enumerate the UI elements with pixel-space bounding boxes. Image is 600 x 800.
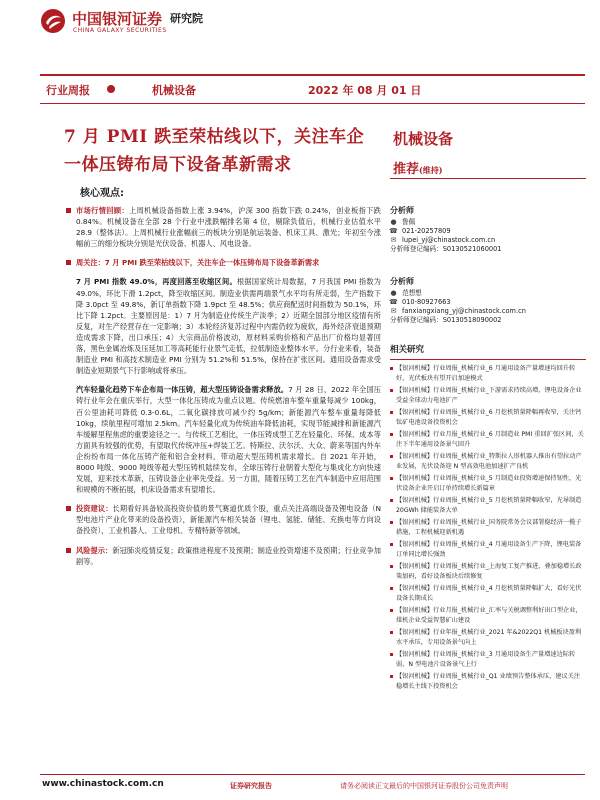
related-item[interactable]: 【银河机械】行业周报_机械行业_上海复工复产推进，叠加稳增长政策加码，看好设备板块后续修复 xyxy=(390,562,586,581)
logo-chinese-name: 中国银河证券 xyxy=(72,10,163,28)
paragraph-pmi xyxy=(46,276,381,376)
analyst-name: 范想想 xyxy=(402,289,422,297)
analyst-email[interactable]: fanxiangxiang_yj@chinastock.com.cn xyxy=(402,307,526,315)
email-icon: ✉ xyxy=(390,307,397,315)
analyst-cert: 分析师登记编码：S0130521060001 xyxy=(390,245,502,253)
pmi-lead: 7 月 PMI 指数 49.0%，再度回落至收缩区间。 xyxy=(76,277,237,287)
report-title-line2: 一体压铸布局下设备革新需求 xyxy=(64,155,292,175)
related-item[interactable]: 【银河机械】行业周报_机械行业_下游需求持续高增，锂电设备企业受益全球动力电池扩产 xyxy=(390,386,586,405)
header-rule-bottom xyxy=(40,103,585,104)
phone-icon: ☎ xyxy=(389,227,398,235)
analyst-email-row xyxy=(390,236,586,245)
footer-disclaimer: 请务必阅读正文最后的中国银河证券股份公司免责声明 xyxy=(340,782,508,790)
analyst-email[interactable]: lupei_yj@chinastock.com.cn xyxy=(402,236,496,244)
rating-sub: (维持) xyxy=(419,165,443,175)
analyst-email-row xyxy=(390,307,586,316)
related-item[interactable]: 【银河机械】行业月报_机械行业_6 月制造业 PMI 重回扩张区间，关注下半年通用设备景气回升 xyxy=(390,430,586,449)
related-item[interactable]: 【银河机械】行业周报_机械行业_6 月挖机销量降幅再收窄，关注钙钛矿电池设备投资机会 xyxy=(390,408,586,427)
analyst-cert-row xyxy=(390,245,586,254)
rating xyxy=(393,158,443,177)
related-item[interactable]: 【银河机械】行业周报_机械行业_6 月通用设备产量增速均回升转好，光伏板块有望开启加速模式 xyxy=(390,364,586,383)
footer-report-label: 证券研究报告 xyxy=(230,782,272,790)
risk-lead: 风险提示： xyxy=(76,545,113,555)
analyst-cert: 分析师登记编码：S0130518090002 xyxy=(390,316,502,324)
related-item[interactable]: 【银河机械】行业周报_机械行业_特斯拉人形机器人推出有望拉动产业发展，光伏设备迎 N 型高效电池加速扩产良机 xyxy=(390,452,586,471)
paragraph-die-casting xyxy=(46,384,381,495)
related-item[interactable]: 【银河机械】行业周报_机械行业_4 月通用设备生产下降，锂电装备订单同比增长强劲 xyxy=(390,540,586,559)
sidebar xyxy=(390,205,586,694)
analyst-name-row xyxy=(390,218,586,227)
brand-logo xyxy=(40,8,260,40)
main-body xyxy=(46,205,381,567)
analyst-label: 分析师 xyxy=(390,206,414,215)
analyst-name-row xyxy=(390,289,586,298)
related-item[interactable]: 【银河机械】行业周报_机械行业_国务院常务会议部署稳经济一揽子措施，工程机械迎新机遇 xyxy=(390,518,586,537)
related-item[interactable]: 【银河机械】行业周报_机械行业_5 月制造业投资增速保持韧性，光伏设备企业开启订单持续增长新篇章 xyxy=(390,474,586,493)
investment-advice-lead: 投资建议： xyxy=(76,504,113,514)
logo-english-name: CHINA GALAXY SECURITIES xyxy=(73,27,167,34)
footer-website[interactable]: www.chinastock.com.cn xyxy=(42,779,164,789)
institute-name: 研究院 xyxy=(170,12,203,25)
phone-icon: ☎ xyxy=(389,298,398,306)
person-icon: ● xyxy=(390,218,397,226)
related-item[interactable]: 【银河机械】行业周报_机械行业_4 月挖机销量降幅扩大，看好光伏设备长期成长 xyxy=(390,584,586,603)
paragraph-investment-advice xyxy=(46,503,381,536)
analyst-phone-row xyxy=(390,227,586,236)
analyst-block xyxy=(390,205,586,254)
risk-text: 新冠肺炎疫情反复；政策推进程度不及预期；制造业投资增速不及预期；行业竞争加剧等。 xyxy=(76,545,381,566)
related-research-list xyxy=(390,364,586,691)
report-header-band xyxy=(40,77,585,101)
email-icon: ✉ xyxy=(390,236,397,244)
analyst-cert-row xyxy=(390,316,586,325)
side-industry: 机械设备 xyxy=(393,130,454,148)
analyst-label: 分析师 xyxy=(390,277,414,286)
market-review-lead: 市场行情回顾： xyxy=(76,206,129,215)
galaxy-logo-icon xyxy=(40,8,66,34)
related-item[interactable]: 【银河机械】行业月报_机械行业_汇率与关税调整利好出口型企业，煤机企业受益智慧矿山建设 xyxy=(390,606,586,625)
core-views-label: 核心观点: xyxy=(80,188,124,199)
bullet-dot-icon xyxy=(107,85,115,93)
header-rule-top xyxy=(40,74,585,76)
paragraph-risk xyxy=(46,545,381,567)
related-rule xyxy=(390,359,586,360)
side-rule xyxy=(390,178,586,179)
paragraph-market-review xyxy=(46,205,381,249)
die-casting-text: 7 月 28 日，2022 年全国压铸行业年会在重庆举行，大型一体化压铸成为重点议题。传统燃油车整车重量每减少 100kg，百公里油耗可降低 0.3-0.6L，二氧化碳排放可减少约 5g/km；新能源汽车整车重量每降低 10kg，续航里程可增加 2.5km。汽车轻量化成为传统油车降低油耗，实现节能减排和新能源汽车缓解里程焦虑的重要途径之一。与传统工艺相比，一体压铸成型工艺在轻量化、环保、成本等方面具有较强的优势，有望取代传统冲压+焊装工艺。特斯拉、沃尔沃、大众、蔚来等国内外车企纷纷布局一体化压铸产能和铝合金材料，带动超大型压铸机需求增长。自 2021 年开始，8000 吨级、9000 吨级等超大型压铸机陆续发布，全球压铸行业朝着大型化与集成化方向快速发展，迎来技术革新，压铸设备企业率先受益。另一方面，随着压铸工艺在汽车制造中应用范围和规模的不断拓展，机床设备需求有望增长。 xyxy=(76,385,381,495)
weekly-focus-lead: 周关注：7 月 PMI 跌至荣枯线以下，关注车企一体压铸布局下设备革新需求 xyxy=(76,258,320,268)
report-industry: 机械设备 xyxy=(152,84,196,97)
rating-main: 推荐 xyxy=(393,162,420,177)
related-item[interactable]: 【银河机械】行业年报_机械行业_2021 年&2022Q1 机械板块盈利水平承压，专用设备景气向上 xyxy=(390,628,586,647)
related-item[interactable]: 【银河机械】行业周报_机械行业_5 月挖机销量降幅收窄，光导制造 20GWh 储能装备大单 xyxy=(390,496,586,515)
analyst-block xyxy=(390,276,586,325)
report-title-line1: 7 月 PMI 跌至荣枯线以下，关注车企 xyxy=(64,127,365,147)
analyst-phone-row xyxy=(390,298,586,307)
analyst-phone: 010-80927663 xyxy=(402,298,451,306)
paragraph-weekly-focus xyxy=(46,257,381,268)
related-research-heading: 相关研究 xyxy=(390,345,425,355)
footer-rule xyxy=(40,774,585,775)
report-date: 2022 年 08 月 01 日 xyxy=(308,84,422,97)
investment-advice-text: 长期看好具备较高投资价值的景气赛道优质个股，重点关注高端设备及锂电设备（N 型电池片产业化带来的设备投资），新能源汽车相关装备（锂电、氢能、储能、充换电等方向设备投资），工业机器人、工业母机、专精特新等领域。 xyxy=(76,504,381,536)
report-type: 行业周报 xyxy=(46,84,90,97)
related-item[interactable]: 【银河机械】行业周报_机械行业_Q1 业绩预告整体承压，建议关注稳增长主线下投资机会 xyxy=(390,672,586,691)
person-icon: ● xyxy=(390,289,397,297)
market-review-text: 上周机械设备指数上涨 3.94%，沪深 300 指数下跌 0.24%，创业板指下跌 0.84%。机械设备在全部 28 个行业中涨跌幅排名第 4 位，剔除负值后，机械行业估值水平 28.9（整体法）。上周机械行业涨幅前三的板块分别是航运装备、机床工具、激光；年初至今涨幅前三的细分板块分别是光伏设备、机器人、风电设备。 xyxy=(76,206,381,249)
analyst-name: 鲁佩 xyxy=(402,218,416,226)
related-item[interactable]: 【银河机械】行业周报_机械行业_3 月通用设备生产量增速边际转弱，N 型电池片设备景气上行 xyxy=(390,650,586,669)
die-casting-lead: 汽车轻量化趋势下车企布局一体压铸，超大型压铸设备需求释放。 xyxy=(76,385,289,395)
pmi-text: 根据国家统计局数据，7 月我国 PMI 指数为 49.0%，环比下滑 1.2pct，降至收缩区间。制造业供需两端景气水平均有所走弱，生产指数下降 3.0pct 至 49.8%，新订单指数下降 1.9pct 至 48.5%；供应商配送时间指数为 50.1%，环比下降 1.2pct。主要原因是：1）7 月为制造业传统生产淡季；2）近期全国部分地区疫情有所反复，对生产经营存在一定影响；3）本轮经济复苏过程中内需仍较为疲软，海外经济衰退预期造成需求下降，出口承压；4）大宗商品价格波动，原材料采购价格和产品出厂价格均显著回落，黑色金属冶炼及压延加工等高耗能行业景气走低，拉低制造业整体水平。分行业来看，装备制造业 PMI 和高技术制造业 PMI 分别为 51.2%和 51.5%，保持在扩张区间。通用设备需求受制造业短期景气下行影响或将承压。 xyxy=(76,277,381,376)
analyst-phone: 021-20257809 xyxy=(402,227,451,235)
